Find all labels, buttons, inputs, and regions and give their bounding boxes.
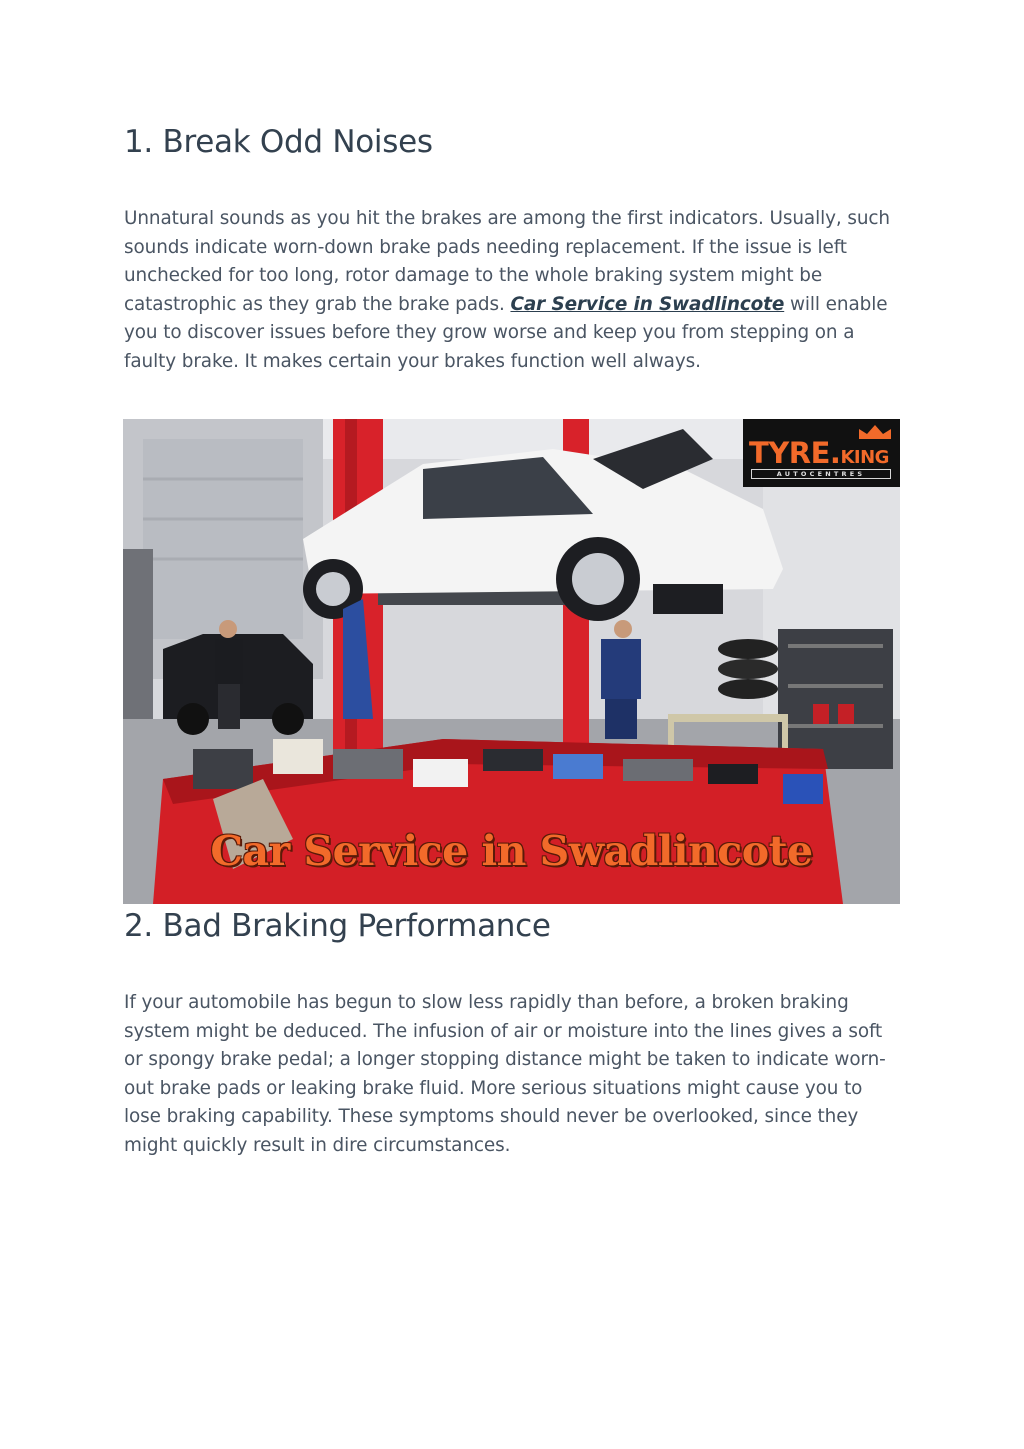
- garage-photo: [123, 419, 900, 904]
- paragraph-text: will enable you to discover issues before they grow worse and keep you from stepping on a faulty brake. It makes certain your brakes function well always.: [124, 293, 888, 372]
- paragraph-text: Unnatural sounds as you hit the brakes are among the first indicators. Usually, such sounds indicate worn-down brake pads needing replacement. If the issue is left unchecked for too long, rotor damage to the whole braking system might be catastrophic as they grab the brake pads.: [124, 208, 890, 315]
- car-service-link[interactable]: Car Service in Swadlincote: [510, 293, 785, 315]
- tyre-king-logo: [743, 419, 900, 487]
- logo-wordmark: TYRE.KING: [749, 436, 889, 470]
- section-heading-bad-braking-performance: 2. Bad Braking Performance: [124, 908, 551, 944]
- image-overlay-caption: Car Service in Swadlincote: [210, 827, 813, 875]
- section-heading-break-odd-noises: 1. Break Odd Noises: [124, 124, 433, 160]
- section-paragraph-bad-braking-performance: If your automobile has begun to slow less rapidly than before, a broken braking system might be deduced. The infusion of air or moisture into the lines gives a soft or spongy brake pedal; a longer stopping distance might be taken to indicate worn-out brake pads or leaking brake fluid. More serious situations might cause you to lose braking capability. These symptoms should never be overlooked, since they might quickly result in dire circumstances.: [124, 992, 886, 1156]
- logo-tagline: AUTOCENTRES: [751, 469, 891, 479]
- section-paragraph-break-odd-noises: [124, 205, 904, 376]
